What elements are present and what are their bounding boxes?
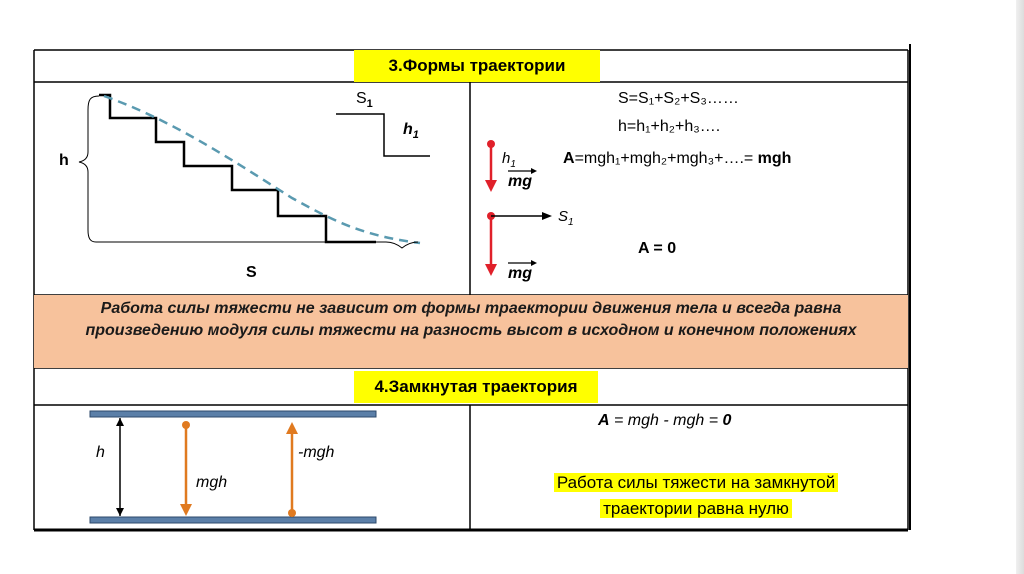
closed-height-label: h — [96, 444, 105, 461]
step-width-label: $S_1$ — [356, 90, 373, 111]
vector-arrows — [32, 40, 472, 280]
work-up-label: -mgh — [298, 444, 335, 461]
formula-s-sum: S=S₁+S₂+S₃…… — [618, 90, 739, 107]
slide-edge — [1016, 0, 1024, 574]
closed-note — [504, 470, 888, 522]
closed-note-line2: траектории равна нулю — [600, 499, 792, 518]
closed-path-diagram — [32, 400, 472, 530]
vector-h1-label: $h_1$ — [502, 150, 516, 170]
step-height-label: $h_1$ — [403, 121, 419, 142]
height-label-h: h — [59, 152, 69, 169]
slide-document — [32, 40, 910, 530]
vector-mg-bottom-label: mg — [508, 265, 532, 282]
principle-text: Работа силы тяжести не зависит от формы траектории движения тела и всегда равна произведению модуля силы тяжести на разность высот в исходном и конечном положениях — [85, 300, 857, 339]
path-label-s: S — [246, 264, 257, 281]
formula-work-zero: A = 0 — [638, 240, 677, 257]
closed-formula: A = mgh - mgh = 0 — [598, 412, 732, 429]
vector-mg-top-label: mg — [508, 173, 532, 190]
section-3-title: 3.Формы траектории — [354, 50, 600, 82]
closed-note-line1: Работа силы тяжести на замкнутой — [554, 473, 838, 492]
section-4-title: 4.Замкнутая траектория — [354, 371, 598, 403]
formula-h-sum: h=h₁+h₂+h₃…. — [618, 118, 721, 135]
formula-work-sum: A=mgh₁+mgh₂+mgh₃+….= mgh — [563, 150, 792, 167]
vector-s1-label: $S_1$ — [558, 208, 574, 228]
work-down-label: mgh — [196, 474, 228, 491]
